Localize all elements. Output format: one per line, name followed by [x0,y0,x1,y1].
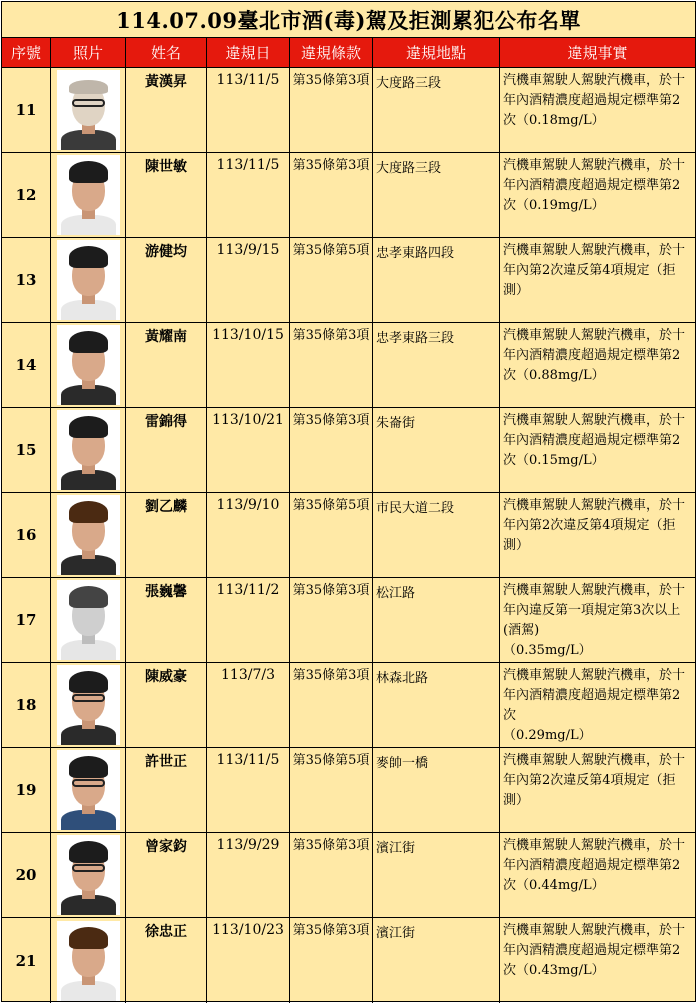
serial-number: 11 [2,68,51,152]
person-photo [57,325,120,405]
table-row [2,578,695,663]
person-name: 游健均 [126,238,207,322]
header-serial: 序號 [2,38,51,67]
table-header [2,38,695,68]
serial-number: 16 [2,493,51,577]
table-row [2,238,695,323]
header-photo: 照片 [51,38,126,67]
violation-location: 大度路三段 [373,153,500,237]
violation-article: 第35條第3項 [290,153,373,237]
person-photo [57,835,120,915]
serial-number: 20 [2,833,51,917]
serial-number: 17 [2,578,51,662]
violation-date: 113/11/2 [207,578,290,662]
table-row [2,918,695,1003]
serial-number: 18 [2,663,51,747]
violation-fact: 汽機車駕駛人駕駛汽機車，於十年內第2次違反第4項規定（拒測） [503,243,686,298]
header-location: 違規地點 [373,38,500,67]
serial-number: 15 [2,408,51,492]
table-row [2,493,695,578]
violation-article: 第35條第5項 [290,238,373,322]
violation-article: 第35條第3項 [290,68,373,152]
header-law: 違規條款 [290,38,373,67]
violation-location: 大度路三段 [373,68,500,152]
violation-location: 忠孝東路三段 [373,323,500,407]
table-row [2,68,695,153]
serial-number: 14 [2,323,51,407]
violation-fact: 汽機車駕駛人駕駛汽機車，於十年內酒精濃度超過規定標準第2次 （0.29mg/L） [503,668,686,743]
violation-fact: 汽機車駕駛人駕駛汽機車，於十年內酒精濃度超過規定標準第2次（0.19mg/L） [503,158,686,213]
header-name: 姓名 [126,38,207,67]
person-name: 曾家鈞 [126,833,207,917]
person-name: 陳世敏 [126,153,207,237]
person-photo [57,240,120,320]
person-photo [57,155,120,235]
violation-fact: 汽機車駕駛人駕駛汽機車，於十年內酒精濃度超過規定標準第2次（0.15mg/L） [503,413,686,468]
header-fact: 違規事實 [567,44,628,62]
violation-fact: 汽機車駕駛人駕駛汽機車，於十年內酒精濃度超過規定標準第2次（0.44mg/L） [503,838,686,893]
person-photo [57,410,120,490]
violation-article: 第35條第5項 [290,493,373,577]
violation-article: 第35條第3項 [290,323,373,407]
violation-date: 113/10/21 [207,408,290,492]
violation-location: 濱江街 [373,833,500,917]
person-photo [57,495,120,575]
violation-date: 113/7/3 [207,663,290,747]
person-photo [57,580,120,660]
violation-fact: 汽機車駕駛人駕駛汽機車，於十年內違反第一項規定第3次以上(酒駕) （0.35mg/L） [503,583,686,658]
violation-article: 第35條第3項 [290,663,373,747]
table-row [2,663,695,748]
violation-location: 麥帥一橋 [373,748,500,832]
violation-date: 113/10/23 [207,918,290,1003]
violation-fact: 汽機車駕駛人駕駛汽機車，於十年內酒精濃度超過規定標準第2次（0.88mg/L） [503,328,686,383]
page-title: 114.07.09臺北市酒(毒)駕及拒測累犯公布名單 [2,2,695,38]
person-name: 陳威豪 [126,663,207,747]
violation-article: 第35條第3項 [290,578,373,662]
person-name: 劉乙麟 [126,493,207,577]
offender-list-sheet [1,1,696,1002]
violation-article: 第35條第3項 [290,833,373,917]
person-name: 許世正 [126,748,207,832]
violation-article: 第35條第3項 [290,408,373,492]
violation-article: 第35條第3項 [290,918,373,1003]
person-photo [57,921,120,1001]
serial-number: 21 [2,918,51,1003]
person-name: 雷錦得 [126,408,207,492]
violation-date: 113/11/5 [207,68,290,152]
serial-number: 13 [2,238,51,322]
serial-number: 12 [2,153,51,237]
person-photo [57,750,120,830]
violation-fact: 汽機車駕駛人駕駛汽機車，於十年內第2次違反第4項規定（拒測） [503,753,686,808]
violation-location: 忠孝東路四段 [373,238,500,322]
violation-location: 林森北路 [373,663,500,747]
person-name: 黃漢昇 [126,68,207,152]
table-row [2,408,695,493]
violation-date: 113/9/29 [207,833,290,917]
violation-fact: 汽機車駕駛人駕駛汽機車，於十年內酒精濃度超過規定標準第2次（0.43mg/L） [503,923,686,978]
table-row [2,833,695,918]
violation-location: 濱江街 [373,918,500,1003]
table-row [2,323,695,408]
person-name: 黃耀南 [126,323,207,407]
violation-fact: 汽機車駕駛人駕駛汽機車，於十年內第2次違反第4項規定（拒測） [503,498,686,553]
table-row [2,748,695,833]
violation-date: 113/9/15 [207,238,290,322]
person-name: 張巍馨 [126,578,207,662]
table-row [2,153,695,238]
violation-fact: 汽機車駕駛人駕駛汽機車，於十年內酒精濃度超過規定標準第2次（0.18mg/L） [503,73,686,128]
header-date: 違規日 [207,38,290,67]
violation-date: 113/11/5 [207,153,290,237]
violation-location: 市民大道二段 [373,493,500,577]
person-photo [57,665,120,745]
serial-number: 19 [2,748,51,832]
violation-location: 松江路 [373,578,500,662]
violation-article: 第35條第5項 [290,748,373,832]
violation-date: 113/11/5 [207,748,290,832]
person-name: 徐忠正 [126,918,207,1003]
violation-date: 113/10/15 [207,323,290,407]
violation-location: 朱崙街 [373,408,500,492]
violation-date: 113/9/10 [207,493,290,577]
person-photo [57,70,120,150]
